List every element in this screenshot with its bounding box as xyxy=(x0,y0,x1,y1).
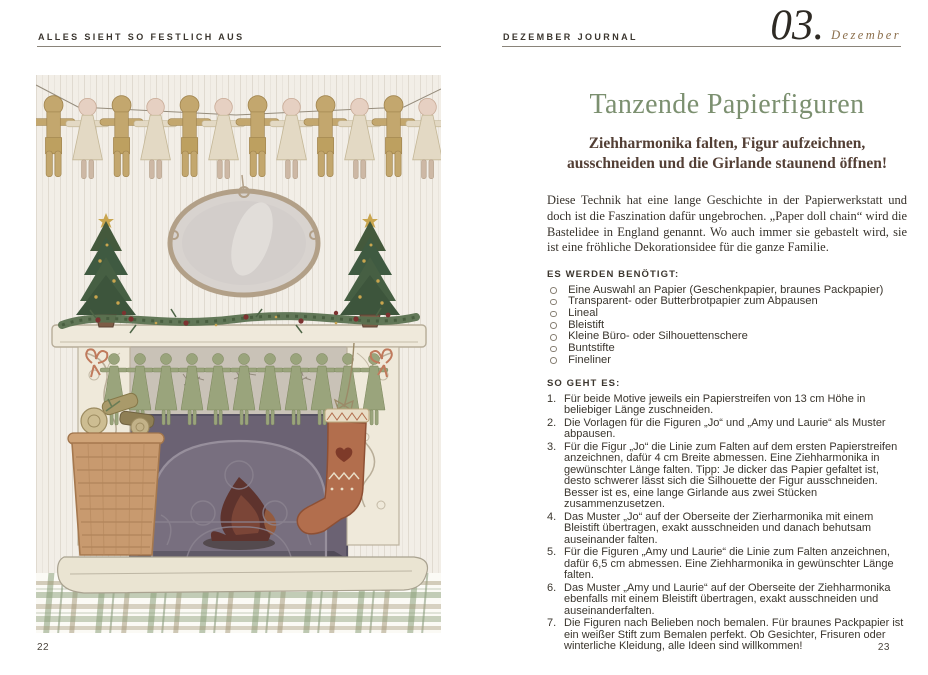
mantel-shelf xyxy=(52,325,426,347)
fireplace-illustration xyxy=(36,75,441,633)
bullet-icon xyxy=(550,357,557,364)
step-text: Das Muster „Amy und Laurie“ auf der Oberseite der Ziehharmonika ebenfalls mit einem Bleistift übertragen, exakt ausschneiden und auseinanderfalten. xyxy=(564,581,891,617)
step-item xyxy=(547,618,907,653)
christmas-tree-left xyxy=(76,213,136,327)
step-item xyxy=(547,583,907,618)
left-page-header-rule xyxy=(37,27,441,47)
material-item xyxy=(547,308,907,320)
step-number: 1. xyxy=(547,392,557,405)
steps-list xyxy=(547,394,907,653)
step-number: 4. xyxy=(547,510,557,523)
article-title: Tanzende Papierfiguren xyxy=(589,89,865,120)
step-number: 2. xyxy=(547,416,557,429)
step-text: Für die Figuren „Amy und Laurie“ die Linie zum Falten anzeichnen, dafür 6,5 cm abmessen. Eine Ziehharmonika in gewünschter Länge falten. xyxy=(564,546,894,582)
step-item xyxy=(547,442,907,511)
step-text: Für beide Motive jeweils ein Papierstreifen von 13 cm Höhe in beliebiger Länge zuschneiden. xyxy=(564,392,866,417)
materials-heading: ES WERDEN BENÖTIGT: xyxy=(547,268,680,280)
step-item xyxy=(547,512,907,547)
step-number: 5. xyxy=(547,546,557,559)
issue-number: 03. xyxy=(770,2,825,49)
wall-mirror xyxy=(170,175,318,295)
page-number-right: 23 xyxy=(877,642,890,653)
step-item xyxy=(547,418,907,441)
paper-doll-chain-garland xyxy=(36,85,441,179)
step-number: 6. xyxy=(547,581,557,594)
article xyxy=(547,88,907,653)
step-number: 3. xyxy=(547,440,557,453)
material-text: Buntstifte xyxy=(568,342,615,355)
step-text: Die Figuren nach Belieben noch bemalen. Für braunes Packpapier ist ein weißer Stift zum Bemalen perfekt. Ob Gesichter, Frisuren oder winterliche Kleidung, alle Ideen sind willkommen! xyxy=(564,617,904,653)
step-number: 7. xyxy=(547,617,557,630)
article-subtitle xyxy=(547,134,907,175)
subtitle-line-2: ausschneiden und die Girlande staunend öffnen! xyxy=(567,155,887,173)
material-item xyxy=(547,355,907,367)
step-text: Für die Figur „Jo“ die Linie zum Falten auf dem ersten Papierstreifen anzeichnen, dafür 4 cm Breite abmessen. Eine Ziehharmonika in gewünschter Länge falten. Tipp: Je dicker das Papier gefaltet ist, desto schwerer lässt sich die Silhouette der Figur ausschneiden. Besser ist es, eine lange Girlande aus zwei Stücken zusammenzusetzen. xyxy=(564,440,898,511)
material-text: Eine Auswahl an Papier (Geschenkpapier, braunes Packpapier) xyxy=(568,283,884,296)
steps-heading: SO GEHT ES: xyxy=(547,377,621,389)
material-text: Transparent- oder Butterbrotpapier zum Abpausen xyxy=(568,295,818,308)
bullet-icon xyxy=(550,287,557,294)
step-item xyxy=(547,394,907,417)
material-text: Fineliner xyxy=(568,353,611,366)
step-text: Die Vorlagen für die Figuren „Jo“ und „Amy und Laurie“ als Muster abpausen. xyxy=(564,416,886,441)
hearth-slab xyxy=(58,557,428,593)
bullet-icon xyxy=(550,299,557,306)
materials-list xyxy=(547,285,907,367)
issue-month: Dezember xyxy=(831,28,901,42)
step-text: Das Muster „Jo“ auf der Oberseite der Zierharmonika mit einem Bleistift übertragen, exakt ausschneiden und danach behutsam auseinander falten. xyxy=(564,510,874,546)
christmas-tree-right xyxy=(340,213,400,327)
right-page-header-rule xyxy=(502,27,901,47)
intro-paragraph: Diese Technik hat eine lange Geschichte in der Papierwerkstatt und doch ist die Faszination dafür ungebrochen. „Paper doll chain“ wird die Bastelidee in England genannt. Wo auch immer sie gebastelt wird, sie ist eine fröhliche Dekorationsidee für die ganze Familie. xyxy=(547,192,907,255)
bullet-icon xyxy=(550,311,557,318)
subtitle-line-1: Ziehharmonika falten, Figur aufzeichnen, xyxy=(588,135,866,152)
bullet-icon xyxy=(550,334,557,341)
bullet-icon xyxy=(550,322,557,329)
step-item xyxy=(547,547,907,582)
material-text: Bleistift xyxy=(568,318,605,331)
bullet-icon xyxy=(550,346,557,353)
right-page-header: DEZEMBER JOURNAL xyxy=(503,32,638,42)
material-text: Kleine Büro- oder Silhouettenschere xyxy=(568,330,748,343)
page-number-left: 22 xyxy=(37,642,50,653)
fire-screen xyxy=(152,441,326,557)
left-page-header: ALLES SIEHT SO FESTLICH AUS xyxy=(38,32,245,42)
material-text: Lineal xyxy=(568,307,598,319)
material-item xyxy=(547,296,907,308)
